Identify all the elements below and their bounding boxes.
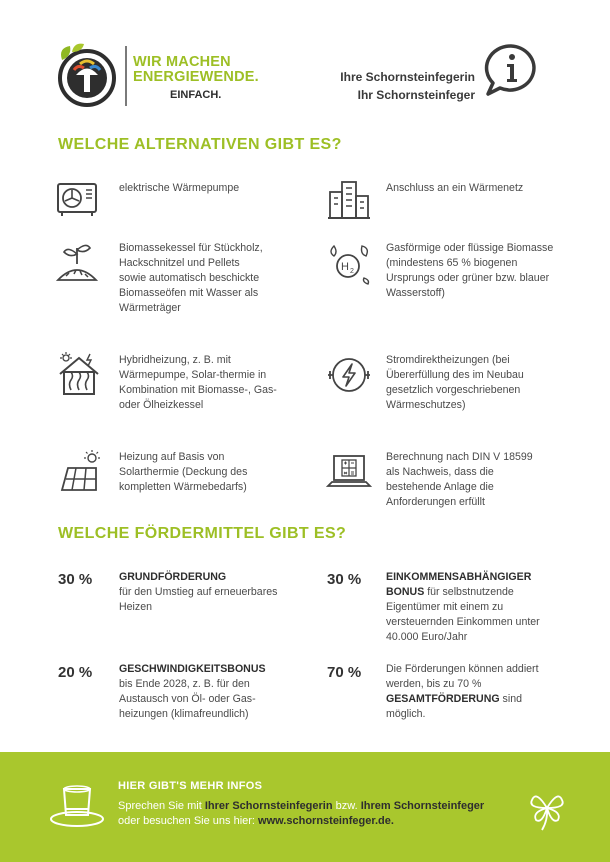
footer-title: HIER GIBT'S MEHR INFOS	[118, 780, 263, 792]
funding-base-heading: GRUNDFÖRDERUNG	[119, 571, 227, 583]
alternative-hydrogen: Gasförmige oder flüssige Biomasse (mindestens 65 % biogenen Ursprungs oder grüner bzw. blauer Wasserstoff)	[386, 242, 554, 299]
alternative-solar-thermal: Heizung auf Basis von Solarthermie (Deckung des kompletten Wärmebedarfs)	[119, 451, 248, 493]
contact-line-1: Ihre Schornsteinfegerin	[340, 70, 475, 84]
electric-plug-icon	[326, 352, 372, 398]
funding-income-text	[386, 570, 566, 645]
funding-speed-heading: GESCHWINDIGKEITSBONUS	[119, 663, 266, 675]
slogan-line-2: ENERGIEWENDE.	[133, 69, 259, 85]
funding-base-text	[119, 570, 279, 615]
footer-line-1	[118, 800, 484, 812]
footer-website-link[interactable]: www.schornsteinfeger.de.	[258, 815, 394, 827]
footer-line-1-mid: bzw.	[332, 800, 361, 812]
alternative-heat-pump: elektrische Wärmepumpe	[119, 182, 240, 194]
funding-title: WELCHE FÖRDERMITTEL GIBT ES?	[58, 525, 347, 542]
top-hat-icon	[48, 783, 106, 831]
biomass-icon	[54, 240, 100, 286]
funding-income-heading-2: BONUS	[386, 586, 425, 598]
heat-pump-icon	[54, 176, 100, 222]
alternative-direct-electric: Stromdirektheizungen (bei Übererfüllung des im Neubau gesetzlich vorgeschriebenen Wärmeschutzes)	[386, 354, 524, 411]
funding-speed-text	[119, 662, 284, 722]
funding-speed-description: bis Ende 2028, z. B. für den Austausch von Öl- oder Gas-heizungen (klimafreundlich)	[119, 678, 256, 720]
footer-contact-female: Ihrer Schornsteinfegerin	[204, 800, 333, 812]
funding-base-description: für den Umstieg auf erneuerbares Heizen	[119, 586, 278, 613]
info-speech-bubble-icon	[482, 43, 540, 97]
funding-total-description-2: sind möglich.	[386, 693, 522, 720]
district-heating-icon	[326, 176, 372, 222]
funding-total-description-1: Die Förderungen können addiert werden, bis zu 70 %	[386, 663, 539, 690]
logo-divider	[125, 46, 127, 106]
solar-panel-icon	[56, 450, 102, 496]
funding-total-text	[386, 662, 551, 722]
funding-percent-total: 70 %	[327, 664, 362, 681]
alternative-biomass: Biomassekessel für Stückholz, Hackschnitzel und Pellets sowie automatisch beschickte Biomasseöfen mit Wasser als Wärmeträger	[119, 242, 263, 314]
footer-line-2	[118, 815, 394, 827]
alternatives-title: WELCHE ALTERNATIVEN GIBT ES?	[58, 136, 342, 153]
chimney-sweep-logo-icon	[54, 42, 120, 108]
funding-income-description: für selbstnutzende Eigentümer mit einem zu versteuernden Einkommen unter 40.000 Euro/Jahr	[386, 586, 540, 643]
alternative-din-calculation: Berechnung nach DIN V 18599 als Nachweis, dass die bestehende Anlage die Anforderungen erfüllt	[386, 451, 533, 508]
footer-line-1-pre: Sprechen Sie mit	[118, 800, 205, 812]
svg-text:2: 2	[350, 268, 354, 275]
funding-percent-speed: 20 %	[58, 664, 93, 681]
slogan-line-1: WIR MACHEN	[133, 54, 231, 70]
slogan-line-3: EINFACH.	[170, 89, 222, 101]
alternative-hybrid-heating: Hybridheizung, z. B. mit Wärmepumpe, Solar-thermie in Kombination mit Biomasse-, Gas- oder Ölheizkessel	[119, 354, 277, 411]
contact-line-2: Ihr Schornsteinfeger	[357, 88, 475, 102]
funding-percent-income: 30 %	[327, 571, 362, 588]
funding-percent-base: 30 %	[58, 571, 93, 588]
hybrid-house-icon	[56, 352, 102, 398]
footer-contact-male: Ihrem Schornsteinfeger	[360, 800, 485, 812]
footer-line-2-pre: oder besuchen Sie uns hier:	[118, 815, 259, 827]
alternative-district-heating: Anschluss an ein Wärmenetz	[386, 182, 524, 194]
clover-icon	[526, 788, 568, 832]
laptop-calculator-icon	[326, 450, 372, 496]
svg-text:H: H	[341, 261, 349, 273]
funding-total-bold: GESAMTFÖRDERUNG	[386, 693, 500, 705]
funding-income-heading: EINKOMMENSABHÄNGIGER	[386, 571, 532, 583]
hydrogen-icon	[326, 240, 372, 286]
